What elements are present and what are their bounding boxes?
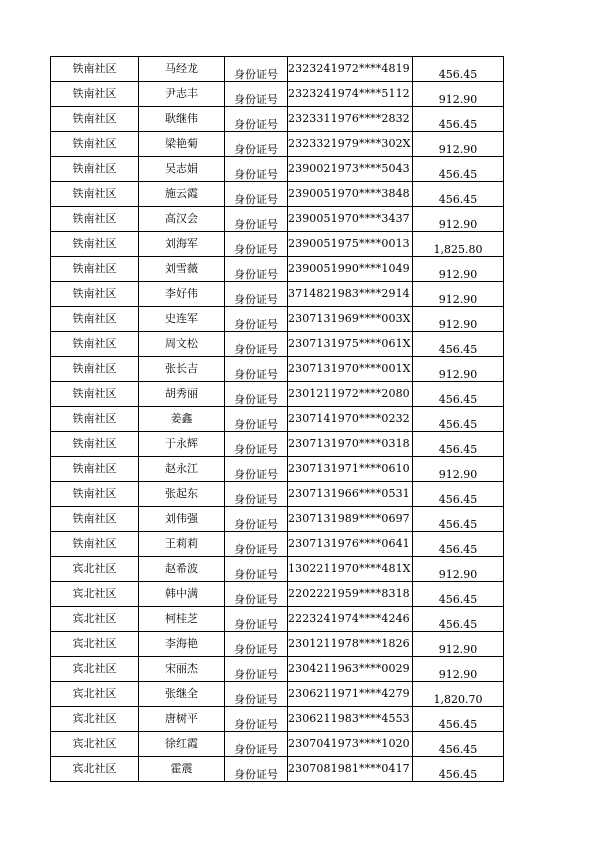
amount-cell: 1,825.80: [413, 232, 504, 257]
id-type-cell: 身份证号: [225, 332, 288, 357]
table-row: [51, 582, 504, 607]
id-type-cell: 身份证号: [225, 257, 288, 282]
amount-cell: 456.45: [413, 432, 504, 457]
name-cell: 高汉会: [139, 207, 225, 232]
id-type-cell: 身份证号: [225, 132, 288, 157]
table-row: [51, 757, 504, 782]
table-row: [51, 232, 504, 257]
id-number-cell: 2307081981****0417: [288, 757, 413, 782]
id-type-cell: 身份证号: [225, 157, 288, 182]
amount-cell: 912.90: [413, 132, 504, 157]
id-number-cell: 2307131976****0641: [288, 532, 413, 557]
id-number-cell: 2301211978****1826: [288, 632, 413, 657]
community-cell: 铁南社区: [51, 107, 139, 132]
name-cell: 张起东: [139, 482, 225, 507]
amount-cell: 912.90: [413, 82, 504, 107]
name-cell: 柯桂芝: [139, 607, 225, 632]
amount-cell: 912.90: [413, 307, 504, 332]
table-row: [51, 132, 504, 157]
name-cell: 王莉莉: [139, 532, 225, 557]
community-cell: 铁南社区: [51, 332, 139, 357]
id-type-cell: 身份证号: [225, 707, 288, 732]
table-row: [51, 732, 504, 757]
id-type-cell: 身份证号: [225, 207, 288, 232]
amount-cell: 912.90: [413, 357, 504, 382]
table-row: [51, 82, 504, 107]
community-cell: 铁南社区: [51, 357, 139, 382]
name-cell: 宋丽杰: [139, 657, 225, 682]
amount-cell: 456.45: [413, 57, 504, 82]
table-row: [51, 107, 504, 132]
name-cell: 唐树平: [139, 707, 225, 732]
id-number-cell: 2323311976****2832: [288, 107, 413, 132]
name-cell: 周文松: [139, 332, 225, 357]
table-row: [51, 157, 504, 182]
table-row: [51, 707, 504, 732]
id-type-cell: 身份证号: [225, 732, 288, 757]
table-row: [51, 282, 504, 307]
table-row: [51, 507, 504, 532]
community-cell: 铁南社区: [51, 57, 139, 82]
amount-cell: 456.45: [413, 332, 504, 357]
amount-cell: 456.45: [413, 382, 504, 407]
id-type-cell: 身份证号: [225, 432, 288, 457]
amount-cell: 456.45: [413, 407, 504, 432]
amount-cell: 912.90: [413, 457, 504, 482]
id-number-cell: 2390051990****1049: [288, 257, 413, 282]
community-cell: 铁南社区: [51, 482, 139, 507]
community-cell: 铁南社区: [51, 507, 139, 532]
id-type-cell: 身份证号: [225, 82, 288, 107]
id-type-cell: 身份证号: [225, 507, 288, 532]
id-type-cell: 身份证号: [225, 682, 288, 707]
id-number-cell: 2307041973****1020: [288, 732, 413, 757]
name-cell: 耿继伟: [139, 107, 225, 132]
table-row: [51, 557, 504, 582]
id-number-cell: 2304211963****0029: [288, 657, 413, 682]
amount-cell: 912.90: [413, 257, 504, 282]
amount-cell: 456.45: [413, 482, 504, 507]
id-number-cell: 2307131970****0318: [288, 432, 413, 457]
id-number-cell: 3714821983****2914: [288, 282, 413, 307]
id-number-cell: 2307141970****0232: [288, 407, 413, 432]
amount-cell: 912.90: [413, 632, 504, 657]
id-type-cell: 身份证号: [225, 657, 288, 682]
amount-cell: 456.45: [413, 757, 504, 782]
name-cell: 刘雪薇: [139, 257, 225, 282]
community-cell: 铁南社区: [51, 257, 139, 282]
id-number-cell: 2307131969****003X: [288, 307, 413, 332]
table-row: [51, 482, 504, 507]
id-number-cell: 2323241974****5112: [288, 82, 413, 107]
id-number-cell: 2306211971****4279: [288, 682, 413, 707]
community-cell: 宾北社区: [51, 707, 139, 732]
amount-cell: 456.45: [413, 582, 504, 607]
name-cell: 李好伟: [139, 282, 225, 307]
table-row: [51, 682, 504, 707]
id-type-cell: 身份证号: [225, 482, 288, 507]
amount-cell: 912.90: [413, 657, 504, 682]
amount-cell: 456.45: [413, 707, 504, 732]
id-type-cell: 身份证号: [225, 557, 288, 582]
id-type-cell: 身份证号: [225, 307, 288, 332]
community-cell: 铁南社区: [51, 407, 139, 432]
name-cell: 刘海军: [139, 232, 225, 257]
id-number-cell: 2323241972****4819: [288, 57, 413, 82]
id-type-cell: 身份证号: [225, 182, 288, 207]
table-row: [51, 57, 504, 82]
id-type-cell: 身份证号: [225, 457, 288, 482]
id-number-cell: 2390051975****0013: [288, 232, 413, 257]
name-cell: 张长吉: [139, 357, 225, 382]
amount-cell: 456.45: [413, 182, 504, 207]
id-type-cell: 身份证号: [225, 607, 288, 632]
table-row: [51, 432, 504, 457]
amount-cell: 456.45: [413, 607, 504, 632]
id-type-cell: 身份证号: [225, 632, 288, 657]
table-row: [51, 407, 504, 432]
id-type-cell: 身份证号: [225, 757, 288, 782]
name-cell: 梁艳菊: [139, 132, 225, 157]
name-cell: 史连军: [139, 307, 225, 332]
id-type-cell: 身份证号: [225, 282, 288, 307]
id-number-cell: 2306211983****4553: [288, 707, 413, 732]
id-number-cell: 2307131975****061X: [288, 332, 413, 357]
name-cell: 赵希波: [139, 557, 225, 582]
name-cell: 施云霞: [139, 182, 225, 207]
community-cell: 铁南社区: [51, 457, 139, 482]
community-cell: 铁南社区: [51, 207, 139, 232]
table-row: [51, 207, 504, 232]
community-cell: 宾北社区: [51, 657, 139, 682]
id-number-cell: 2307131971****0610: [288, 457, 413, 482]
amount-cell: 456.45: [413, 732, 504, 757]
name-cell: 姜鑫: [139, 407, 225, 432]
id-type-cell: 身份证号: [225, 107, 288, 132]
id-type-cell: 身份证号: [225, 382, 288, 407]
id-number-cell: 2323321979****302X: [288, 132, 413, 157]
id-number-cell: 2307131966****0531: [288, 482, 413, 507]
table-row: [51, 657, 504, 682]
amount-cell: 456.45: [413, 532, 504, 557]
id-number-cell: 1302211970****481X: [288, 557, 413, 582]
id-number-cell: 2390051970****3437: [288, 207, 413, 232]
amount-cell: 912.90: [413, 557, 504, 582]
id-type-cell: 身份证号: [225, 407, 288, 432]
community-cell: 宾北社区: [51, 557, 139, 582]
table-row: [51, 382, 504, 407]
table-row: [51, 357, 504, 382]
name-cell: 于永辉: [139, 432, 225, 457]
community-cell: 宾北社区: [51, 607, 139, 632]
amount-cell: 456.45: [413, 107, 504, 132]
id-number-cell: 2301211972****2080: [288, 382, 413, 407]
name-cell: 徐红霞: [139, 732, 225, 757]
name-cell: 胡秀丽: [139, 382, 225, 407]
community-cell: 铁南社区: [51, 182, 139, 207]
id-type-cell: 身份证号: [225, 57, 288, 82]
community-cell: 铁南社区: [51, 82, 139, 107]
id-number-cell: 2307131970****001X: [288, 357, 413, 382]
name-cell: 张继全: [139, 682, 225, 707]
id-number-cell: 2390021973****5043: [288, 157, 413, 182]
name-cell: 尹志丰: [139, 82, 225, 107]
community-cell: 铁南社区: [51, 282, 139, 307]
table-row: [51, 307, 504, 332]
id-number-cell: 2390051970****3848: [288, 182, 413, 207]
community-cell: 宾北社区: [51, 632, 139, 657]
id-type-cell: 身份证号: [225, 582, 288, 607]
table-row: [51, 332, 504, 357]
table-row: [51, 182, 504, 207]
amount-cell: 912.90: [413, 282, 504, 307]
community-cell: 铁南社区: [51, 532, 139, 557]
community-cell: 宾北社区: [51, 682, 139, 707]
table-row: [51, 532, 504, 557]
roster-table: [50, 56, 504, 782]
id-type-cell: 身份证号: [225, 232, 288, 257]
id-type-cell: 身份证号: [225, 357, 288, 382]
id-type-cell: 身份证号: [225, 532, 288, 557]
roster-table-body: [51, 57, 504, 782]
id-number-cell: 2202221959****8318: [288, 582, 413, 607]
table-row: [51, 607, 504, 632]
community-cell: 铁南社区: [51, 132, 139, 157]
name-cell: 吴志娟: [139, 157, 225, 182]
community-cell: 铁南社区: [51, 382, 139, 407]
amount-cell: 456.45: [413, 507, 504, 532]
table-row: [51, 632, 504, 657]
community-cell: 铁南社区: [51, 432, 139, 457]
community-cell: 宾北社区: [51, 757, 139, 782]
community-cell: 宾北社区: [51, 582, 139, 607]
community-cell: 铁南社区: [51, 157, 139, 182]
table-row: [51, 257, 504, 282]
community-cell: 宾北社区: [51, 732, 139, 757]
name-cell: 霍震: [139, 757, 225, 782]
name-cell: 刘伟强: [139, 507, 225, 532]
id-number-cell: 2307131989****0697: [288, 507, 413, 532]
name-cell: 赵永江: [139, 457, 225, 482]
name-cell: 李海艳: [139, 632, 225, 657]
name-cell: 马经龙: [139, 57, 225, 82]
amount-cell: 1,820.70: [413, 682, 504, 707]
community-cell: 铁南社区: [51, 232, 139, 257]
table-row: [51, 457, 504, 482]
id-number-cell: 2223241974****4246: [288, 607, 413, 632]
community-cell: 铁南社区: [51, 307, 139, 332]
amount-cell: 456.45: [413, 157, 504, 182]
amount-cell: 912.90: [413, 207, 504, 232]
name-cell: 韩中满: [139, 582, 225, 607]
